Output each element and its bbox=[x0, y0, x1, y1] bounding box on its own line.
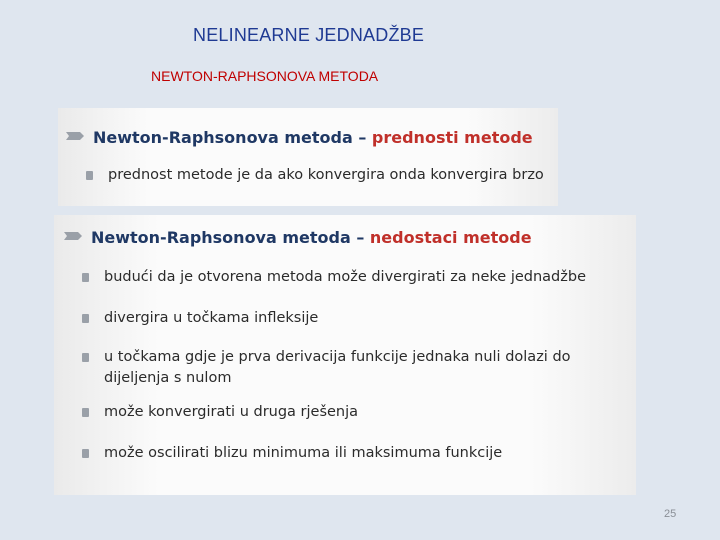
advantages-heading-main: Newton-Raphsonova metoda bbox=[93, 128, 353, 147]
list-item-text: divergira u točkama infleksije bbox=[104, 310, 319, 326]
advantages-heading-separator: – bbox=[352, 128, 372, 147]
advantages-panel bbox=[58, 108, 558, 206]
disadvantages-heading-accent: nedostaci metode bbox=[369, 228, 532, 247]
disadvantages-heading bbox=[64, 228, 532, 247]
bullet-icon bbox=[82, 449, 89, 458]
disadvantages-heading-main: Newton-Raphsonova metoda bbox=[91, 228, 351, 247]
list-item-text: može oscilirati blizu minimuma ili maksimuma funkcije bbox=[104, 445, 503, 461]
list-item bbox=[82, 347, 626, 389]
list-item-text: u točkama gdje je prva derivacija funkcije jednaka nuli dolazi do dijeljenja s nulom bbox=[104, 349, 571, 386]
page-number: 25 bbox=[664, 508, 677, 520]
page-title: NELINEARNE JEDNADŽBE bbox=[193, 25, 425, 45]
page-subtitle: NEWTON-RAPHSONOVA METODA bbox=[151, 68, 379, 84]
list-item bbox=[86, 165, 554, 186]
bullet-icon bbox=[82, 353, 89, 362]
list-item-text: prednost metode je da ako konvergira onda konvergira brzo bbox=[108, 167, 544, 183]
advantages-heading bbox=[66, 128, 533, 147]
arrow-bullet-icon bbox=[64, 231, 83, 241]
bullet-icon bbox=[82, 273, 89, 282]
disadvantages-heading-separator: – bbox=[350, 228, 370, 247]
list-item bbox=[82, 308, 632, 329]
bullet-icon bbox=[86, 171, 93, 180]
list-item-text: može konvergirati u druga rješenja bbox=[104, 404, 359, 420]
disadvantages-panel bbox=[54, 215, 636, 495]
arrow-bullet-icon bbox=[66, 131, 85, 141]
advantages-heading-accent: prednosti metode bbox=[371, 128, 533, 147]
list-item bbox=[82, 402, 632, 423]
bullet-icon bbox=[82, 408, 89, 417]
list-item bbox=[82, 267, 632, 288]
list-item-text: budući da je otvorena metoda može divergirati za neke jednadžbe bbox=[104, 269, 586, 285]
bullet-icon bbox=[82, 314, 89, 323]
list-item bbox=[82, 443, 632, 464]
